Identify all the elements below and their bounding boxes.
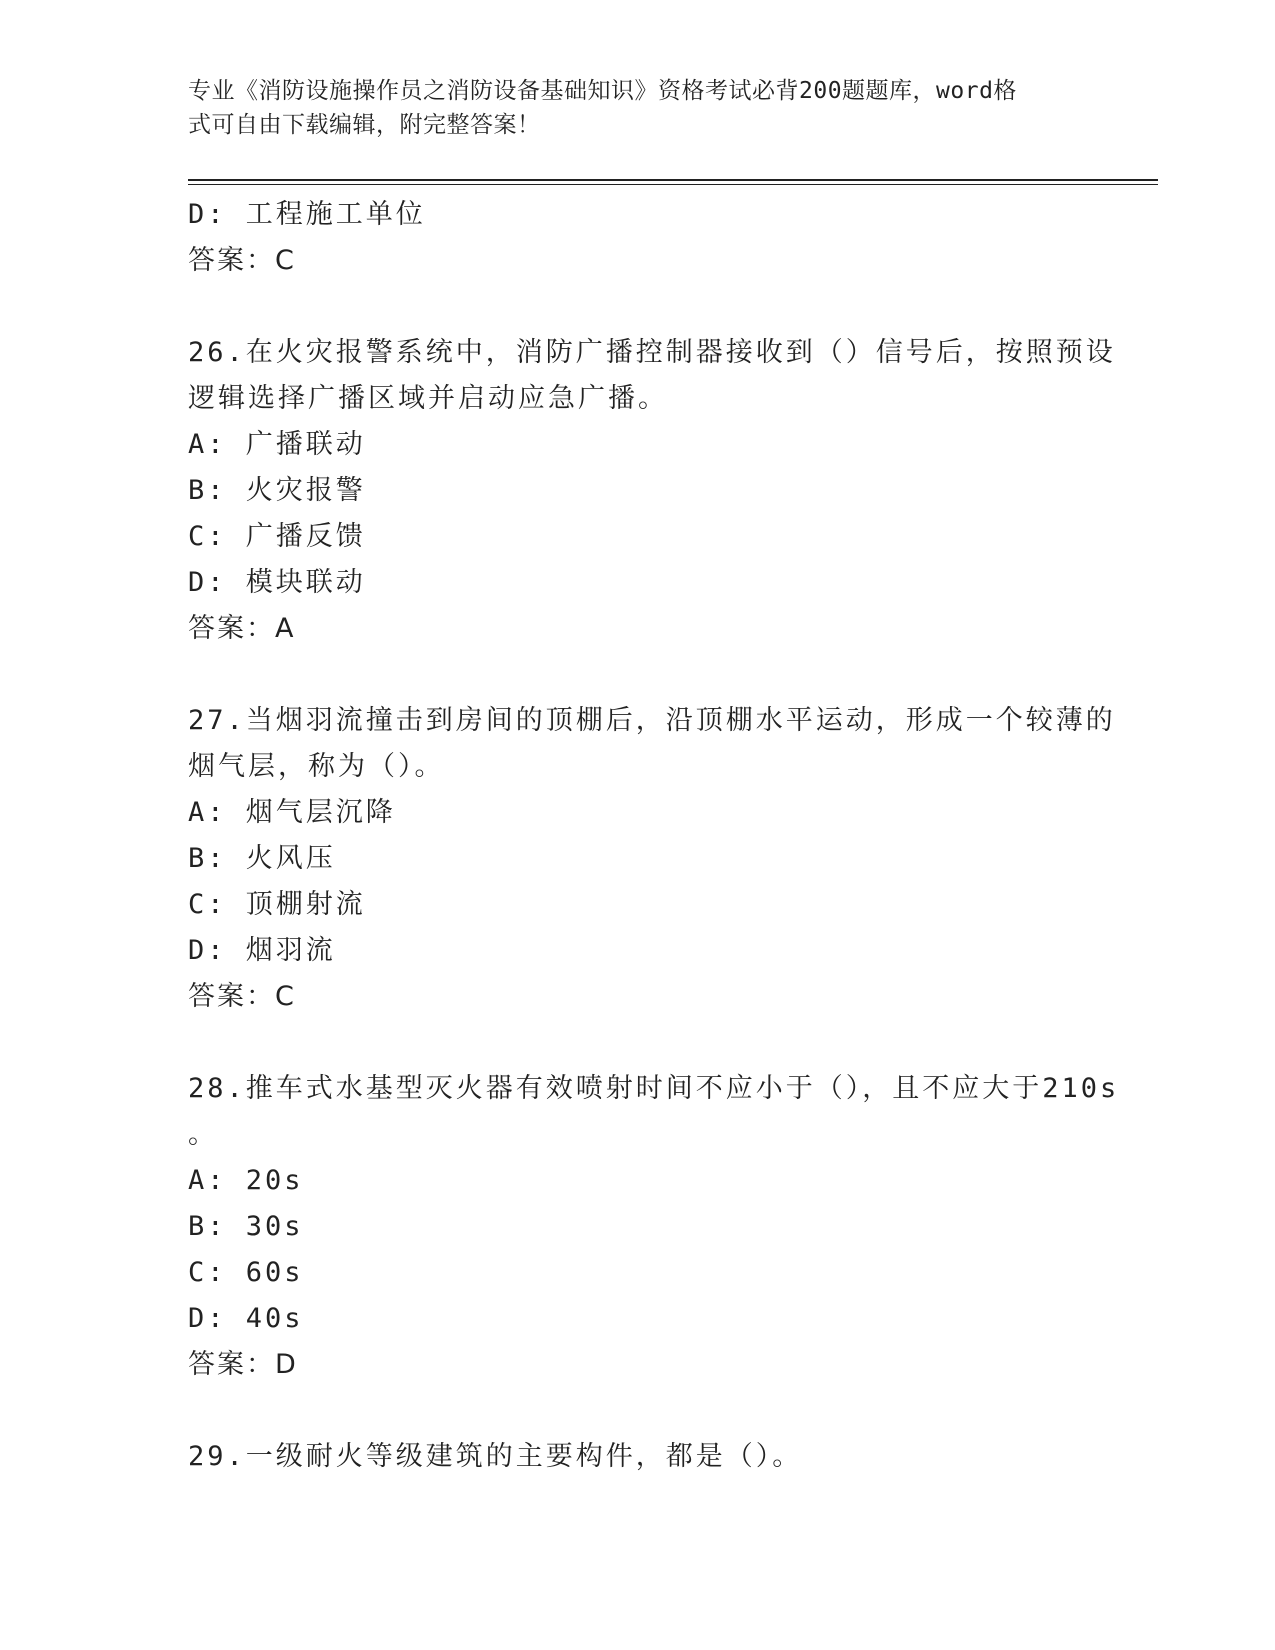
option-b: B: 火灾报警 — [188, 475, 366, 506]
option-d: D: 工程施工单位 — [188, 199, 426, 230]
question-27 — [188, 698, 1116, 1020]
answer: 答案：D — [188, 1349, 298, 1380]
question-text: 27.当烟羽流撞击到房间的顶棚后，沿顶棚水平运动，形成一个较薄的 — [188, 705, 1116, 736]
question-26 — [188, 330, 1116, 652]
header-line-2: 式可自由下载编辑，附完整答案！ — [188, 112, 541, 138]
option-a: A: 烟气层沉降 — [188, 797, 396, 828]
question-text-cont: 。 — [188, 1119, 218, 1150]
document-header — [188, 74, 1068, 142]
answer: 答案：C — [188, 245, 296, 276]
question-29 — [188, 1434, 1088, 1480]
option-d: D: 40s — [188, 1303, 304, 1334]
header-rule-thick — [188, 179, 1158, 181]
question-text: 29.一级耐火等级建筑的主要构件，都是（）。 — [188, 1441, 803, 1472]
option-a: A: 广播联动 — [188, 429, 366, 460]
answer: 答案：C — [188, 981, 296, 1012]
option-d: D: 模块联动 — [188, 567, 366, 598]
option-d: D: 烟羽流 — [188, 935, 336, 966]
option-c: C: 60s — [188, 1257, 304, 1288]
question-text-cont: 逻辑选择广播区域并启动应急广播。 — [188, 383, 668, 414]
header-rule-thin — [188, 184, 1158, 185]
answer: 答案：A — [188, 613, 296, 644]
question-28 — [188, 1066, 1120, 1388]
option-c: C: 广播反馈 — [188, 521, 366, 552]
question-list — [188, 192, 1120, 1480]
header-line-1: 专业《消防设施操作员之消防设备基础知识》资格考试必背200题题库，word格 — [188, 78, 1017, 104]
option-c: C: 顶棚射流 — [188, 889, 366, 920]
question-text: 28.推车式水基型灭火器有效喷射时间不应小于（），且不应大于210s — [188, 1073, 1120, 1104]
question-text: 26.在火灾报警系统中，消防广播控制器接收到（）信号后，按照预设 — [188, 337, 1116, 368]
question-text-cont: 烟气层，称为（）。 — [188, 751, 445, 782]
option-b: B: 火风压 — [188, 843, 336, 874]
option-b: B: 30s — [188, 1211, 304, 1242]
option-a: A: 20s — [188, 1165, 304, 1196]
